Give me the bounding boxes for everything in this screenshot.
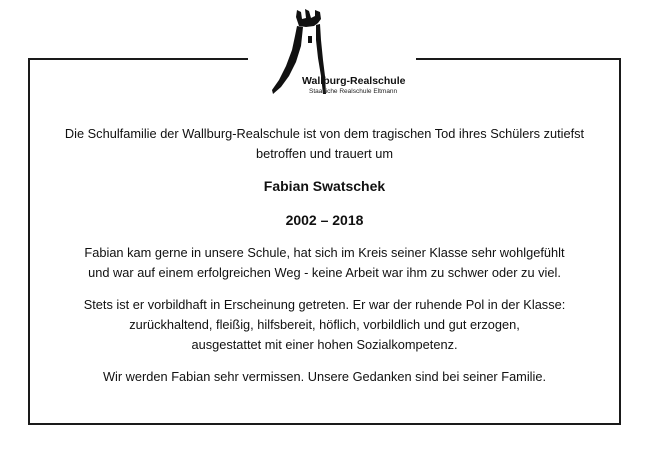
paragraph-line: Fabian kam gerne in unsere Schule, hat sich im Kreis seiner Klasse sehr wohlgefühlt bbox=[84, 245, 565, 260]
intro-text bbox=[30, 124, 619, 164]
life-years: 2002 – 2018 bbox=[285, 212, 364, 228]
intro-line: Die Schulfamilie der Wallburg-Realschule ist von dem tragischen Tod ihres Schülers zutiefst bbox=[64, 126, 585, 141]
school-subtitle: Staatliche Realschule Eltmann bbox=[309, 88, 398, 95]
paragraph-character bbox=[30, 295, 619, 355]
paragraph-line: Wir werden Fabian sehr vermissen. Unsere Gedanken sind bei seiner Familie. bbox=[102, 369, 547, 384]
deceased-name: Fabian Swatschek bbox=[263, 178, 386, 194]
school-name: Wallburg-Realschule bbox=[302, 75, 406, 87]
paragraph-line: ausgestattet mit einer hohen Sozialkompetenz. bbox=[191, 337, 458, 352]
paragraph-line: Stets ist er vorbildhaft in Erscheinung getreten. Er war der ruhende Pol in der Klasse: bbox=[83, 297, 566, 312]
notice-content bbox=[30, 124, 619, 387]
intro-line: betroffen und trauert um bbox=[255, 146, 394, 161]
paragraph-line: zurückhaltend, fleißig, hilfsbereit, höflich, vorbildlich und gut erzogen, bbox=[129, 317, 520, 332]
school-logo bbox=[266, 6, 416, 98]
paragraph-farewell bbox=[30, 367, 619, 387]
paragraph-line: und war auf einem erfolgreichen Weg - keine Arbeit war ihm zu schwer oder zu viel. bbox=[88, 265, 561, 280]
paragraph-school-life bbox=[30, 243, 619, 283]
